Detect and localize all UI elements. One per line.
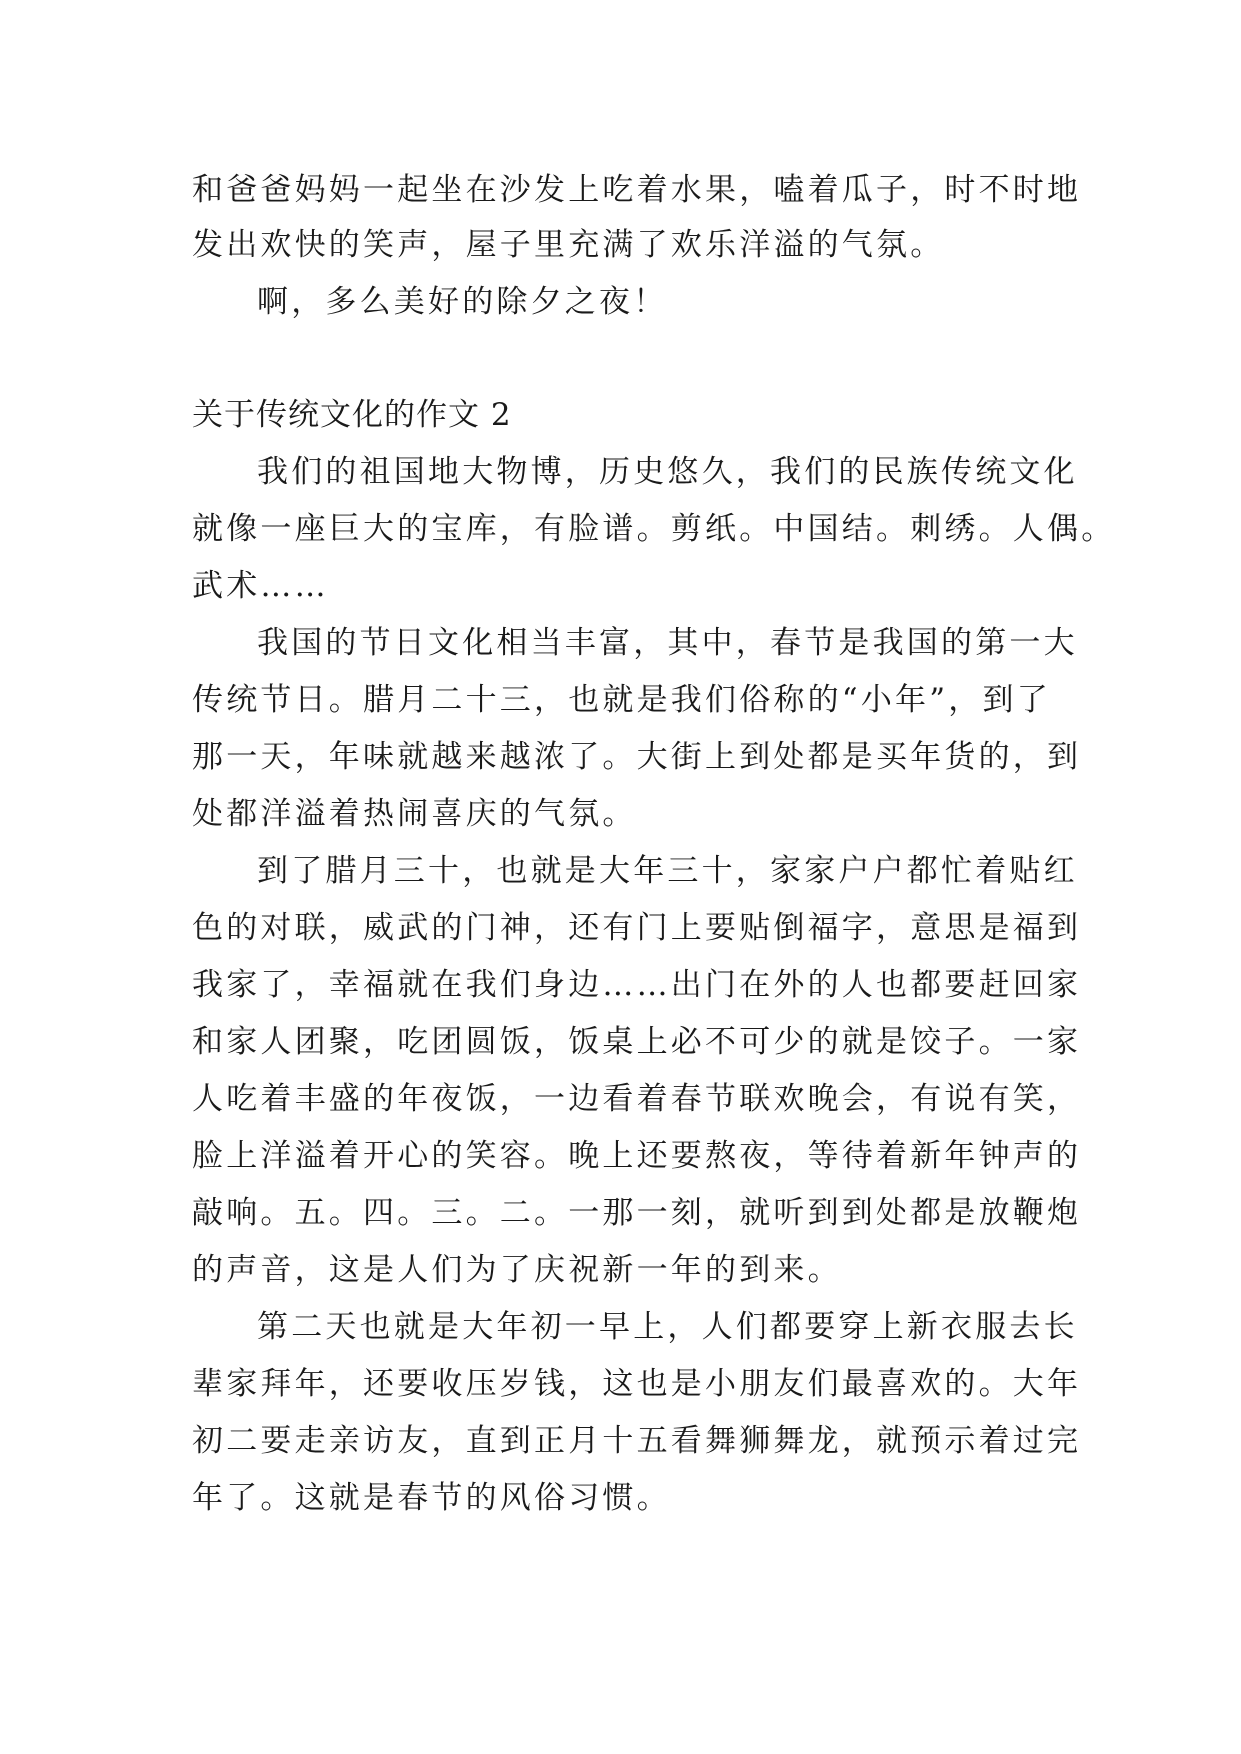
paragraph-line: 我家了，幸福就在我们身边……出门在外的人也都要赶回家 [192,967,1082,1003]
paragraph-line: 发出欢快的笑声，屋子里充满了欢乐洋溢的气氛。 [192,227,945,263]
paragraph-line: 传统节日。腊月二十三，也就是我们俗称的“小年”，到了 [192,682,1051,718]
paragraph-line: 我国的节日文化相当丰富，其中，春节是我国的第一大 [257,625,1078,661]
paragraph-line: 的声音，这是人们为了庆祝新一年的到来。 [192,1252,842,1288]
paragraph-line: 处都洋溢着热闹喜庆的气氛。 [192,796,637,832]
paragraph-line: 辈家拜年，还要收压岁钱，这也是小朋友们最喜欢的。大年 [192,1366,1082,1402]
paragraph-line: 我们的祖国地大物博，历史悠久，我们的民族传统文化 [257,454,1078,490]
paragraph-line: 第二天也就是大年初一早上，人们都要穿上新衣服去长 [257,1309,1078,1345]
paragraph-line: 脸上洋溢着开心的笑容。晚上还要熬夜，等待着新年钟声的 [192,1138,1082,1174]
paragraph-line: 初二要走亲访友，直到正月十五看舞狮舞龙，就预示着过完 [192,1423,1082,1459]
paragraph-line: 敲响。五。四。三。二。一那一刻，就听到到处都是放鞭炮 [192,1195,1082,1231]
paragraph-line: 色的对联，威武的门神，还有门上要贴倒福字，意思是福到 [192,910,1082,946]
paragraph-line: 年了。这就是春节的风俗习惯。 [192,1480,671,1516]
section-heading: 关于传统文化的作文 2 [192,397,512,433]
paragraph-line: 那一天，年味就越来越浓了。大街上到处都是买年货的，到 [192,739,1082,775]
paragraph-line: 就像一座巨大的宝库，有脸谱。剪纸。中国结。刺绣。人偶。 [192,511,1116,547]
paragraph-line: 啊，多么美好的除夕之夜！ [257,284,668,320]
paragraph-line: 到了腊月三十，也就是大年三十，家家户户都忙着贴红 [257,853,1078,889]
paragraph-line: 人吃着丰盛的年夜饭，一边看着春节联欢晚会，有说有笑， [192,1081,1082,1117]
paragraph-line: 和爸爸妈妈一起坐在沙发上吃着水果，嗑着瓜子，时不时地 [192,172,1082,208]
paragraph-line: 武术…… [192,568,329,604]
paragraph-line: 和家人团聚，吃团圆饭，饭桌上必不可少的就是饺子。一家 [192,1024,1082,1060]
